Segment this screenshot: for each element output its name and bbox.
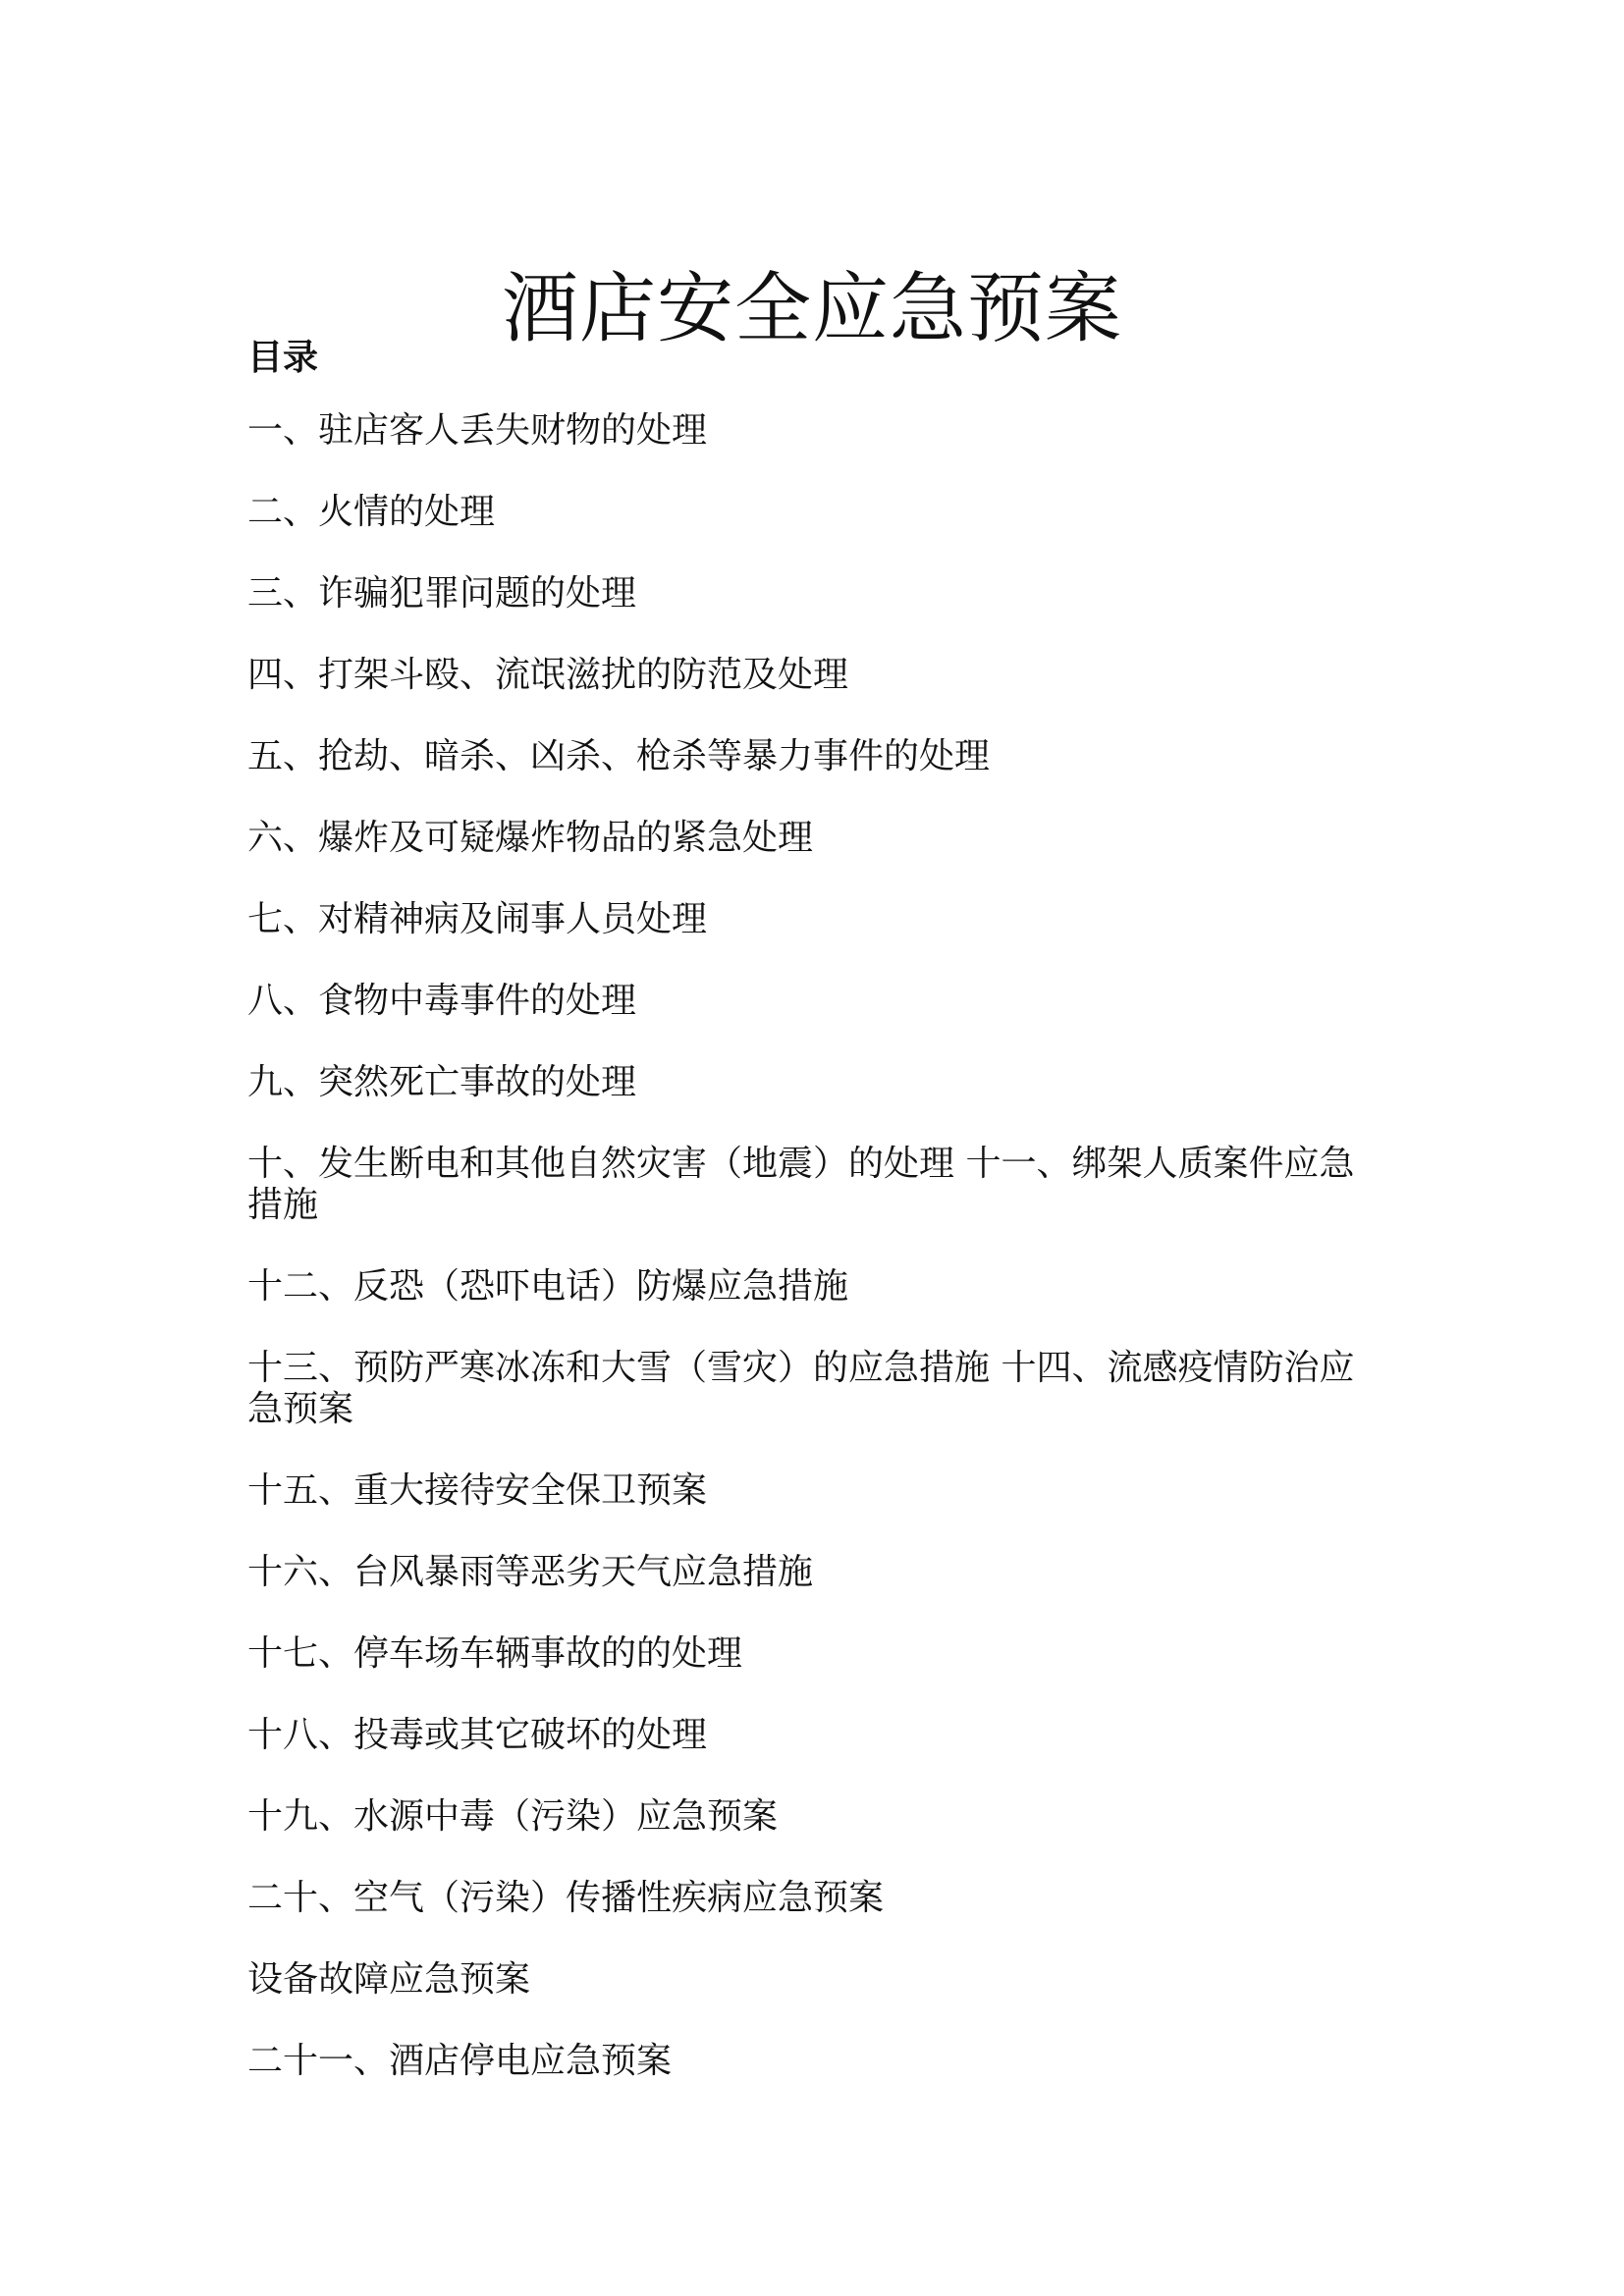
toc-item: 十八、投毒或其它破坏的处理 bbox=[247, 1715, 708, 1755]
toc-item: 二十、空气（污染）传播性疾病应急预案 bbox=[247, 1878, 885, 1918]
toc-item: 十二、反恐（恐吓电话）防爆应急措施 bbox=[247, 1266, 849, 1307]
toc-item: 七、对精神病及闹事人员处理 bbox=[247, 899, 708, 939]
toc-item: 五、抢劫、暗杀、凶杀、枪杀等暴力事件的处理 bbox=[247, 736, 991, 776]
document-title: 酒店安全应急预案 bbox=[501, 265, 1122, 354]
toc-item: 十七、停车场车辆事故的的处理 bbox=[247, 1633, 743, 1674]
toc-item: 十五、重大接待安全保卫预案 bbox=[247, 1470, 708, 1511]
toc-item: 设备故障应急预案 bbox=[247, 1959, 531, 2000]
toc-item: 三、诈骗犯罪问题的处理 bbox=[247, 573, 637, 614]
toc-item: 十三、预防严寒冰冻和大雪（雪灾）的应急措施 十四、流感疫情防治应急预案 bbox=[247, 1348, 1355, 1429]
toc-item: 十六、台风暴雨等恶劣天气应急措施 bbox=[247, 1552, 814, 1592]
toc-item: 二、火情的处理 bbox=[247, 492, 496, 532]
toc-item: 十、发生断电和其他自然灾害（地震）的处理 十一、绑架人质案件应急措施 bbox=[247, 1144, 1355, 1225]
toc-item: 六、爆炸及可疑爆炸物品的紧急处理 bbox=[247, 818, 814, 858]
toc-item: 二十一、酒店停电应急预案 bbox=[247, 2041, 673, 2081]
toc-list bbox=[247, 410, 1386, 2122]
toc-item: 一、驻店客人丢失财物的处理 bbox=[247, 410, 708, 451]
toc-item: 四、打架斗殴、流氓滋扰的防范及处理 bbox=[247, 655, 849, 695]
toc-item: 十九、水源中毒（污染）应急预案 bbox=[247, 1796, 779, 1837]
toc-item: 九、突然死亡事故的处理 bbox=[247, 1062, 637, 1102]
toc-item: 八、食物中毒事件的处理 bbox=[247, 981, 637, 1021]
toc-heading: 目录 bbox=[247, 338, 319, 378]
